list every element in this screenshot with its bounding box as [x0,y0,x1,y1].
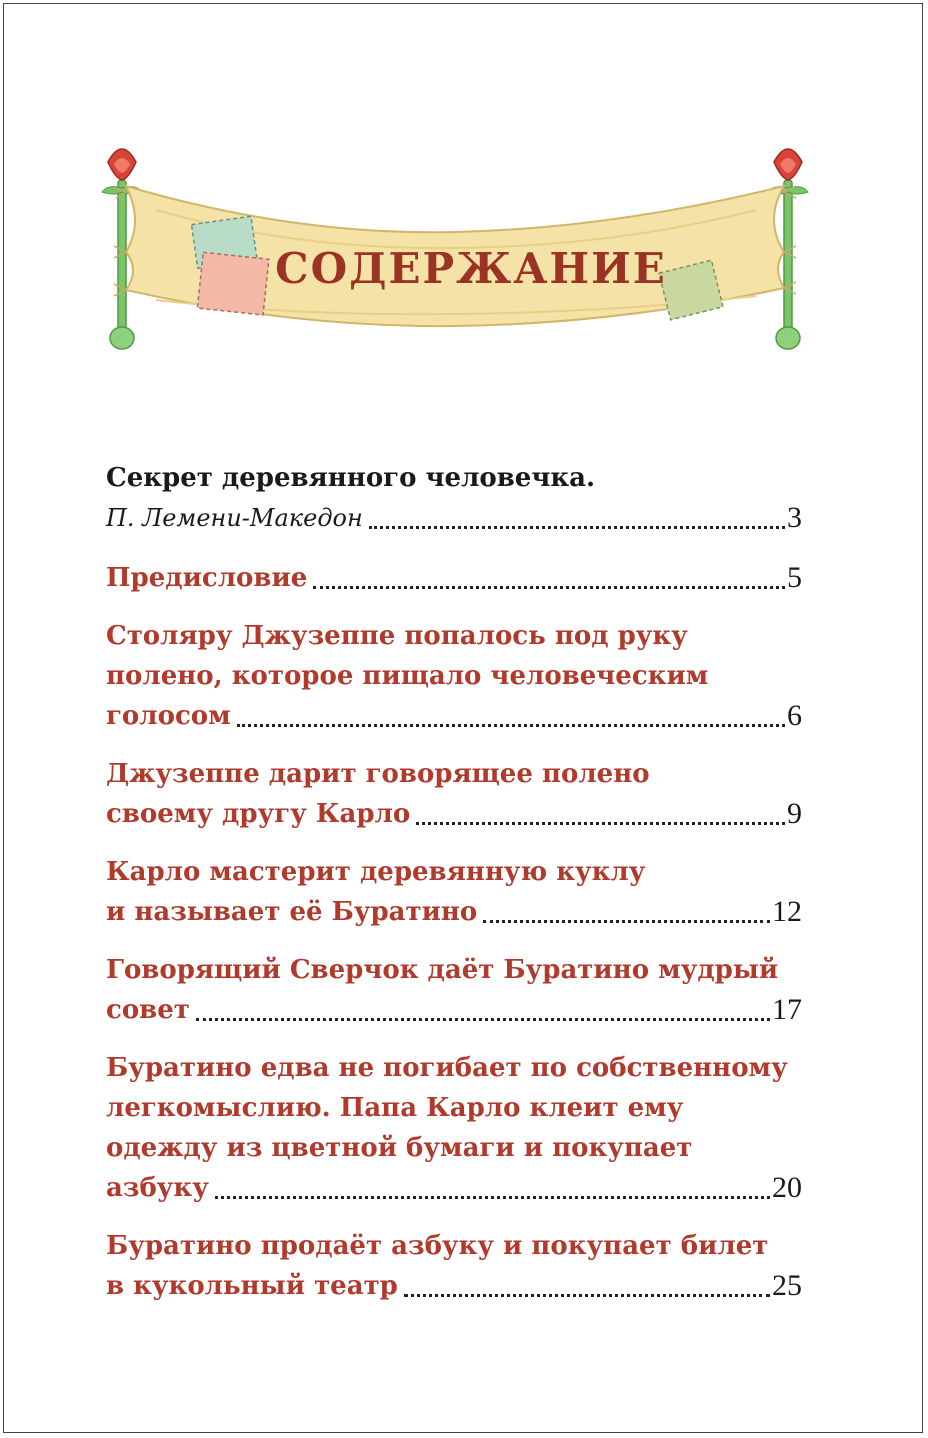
toc-entry-title-line: полено, которое пищало человеческим [106,661,709,691]
toc-page-number: 3 [787,501,802,534]
toc-entry-title-line: Буратино едва не погибает по собственному [106,1053,788,1083]
toc-page-number: 17 [772,993,802,1026]
title-banner [96,140,816,360]
toc-page-number: 25 [772,1269,802,1302]
toc-entry[interactable] [106,558,802,598]
toc-entry[interactable] [106,950,802,1030]
toc-entry-title-line: Предисловие [106,563,308,593]
dot-leader [416,822,785,825]
toc-page-number: 20 [772,1171,802,1204]
toc-entry-title-line: и называет её Буратино [106,897,478,927]
toc-entry-title-line: Джузеппе дарит говорящее полено [106,759,650,789]
toc-entry-title-line: Секрет деревянного человечка. [106,463,596,493]
toc-entry-title-line: Карло мастерит деревянную куклу [106,857,646,887]
dot-leader [313,586,785,589]
toc-entry-title-line: голосом [106,701,231,731]
dot-leader [483,920,770,923]
dot-leader [369,526,785,529]
toc-page-number: 6 [787,699,802,732]
toc-page-number: 12 [772,895,802,928]
toc-entry[interactable] [106,754,802,834]
page-title: СОДЕРЖАНИЕ [275,244,667,293]
dot-leader [196,1018,770,1021]
toc-entry-author: П. Лемени-Македон [106,504,363,532]
toc-entry[interactable] [106,852,802,932]
toc-entry-title-line: совет [106,995,190,1025]
toc-entry-title-line: Буратино продаёт азбуку и покупает билет [106,1231,769,1261]
toc-entry-title-line: Говорящий Сверчок даёт Буратино мудрый [106,955,779,985]
toc-entry-title-line: одежду из цветной бумаги и покупает [106,1133,693,1163]
toc-entry-title-line: азбуку [106,1173,209,1203]
dot-leader [404,1294,770,1297]
dot-leader [215,1196,770,1199]
toc-entry-title-line: Столяру Джузеппе попалось под руку [106,621,688,651]
table-of-contents [106,458,802,1324]
toc-entry-title-line: своему другу Карло [106,799,411,829]
toc-entry[interactable] [106,616,802,736]
toc-entry[interactable] [106,1226,802,1306]
toc-entry-title-line: легкомыслию. Папа Карло клеит ему [106,1093,684,1123]
toc-page-number: 5 [787,561,802,594]
toc-entry-intro[interactable] [106,458,802,538]
toc-entry[interactable] [106,1048,802,1208]
toc-entry-title-line: в кукольный театр [106,1271,398,1301]
dot-leader [237,724,785,727]
toc-page-number: 9 [787,797,802,830]
